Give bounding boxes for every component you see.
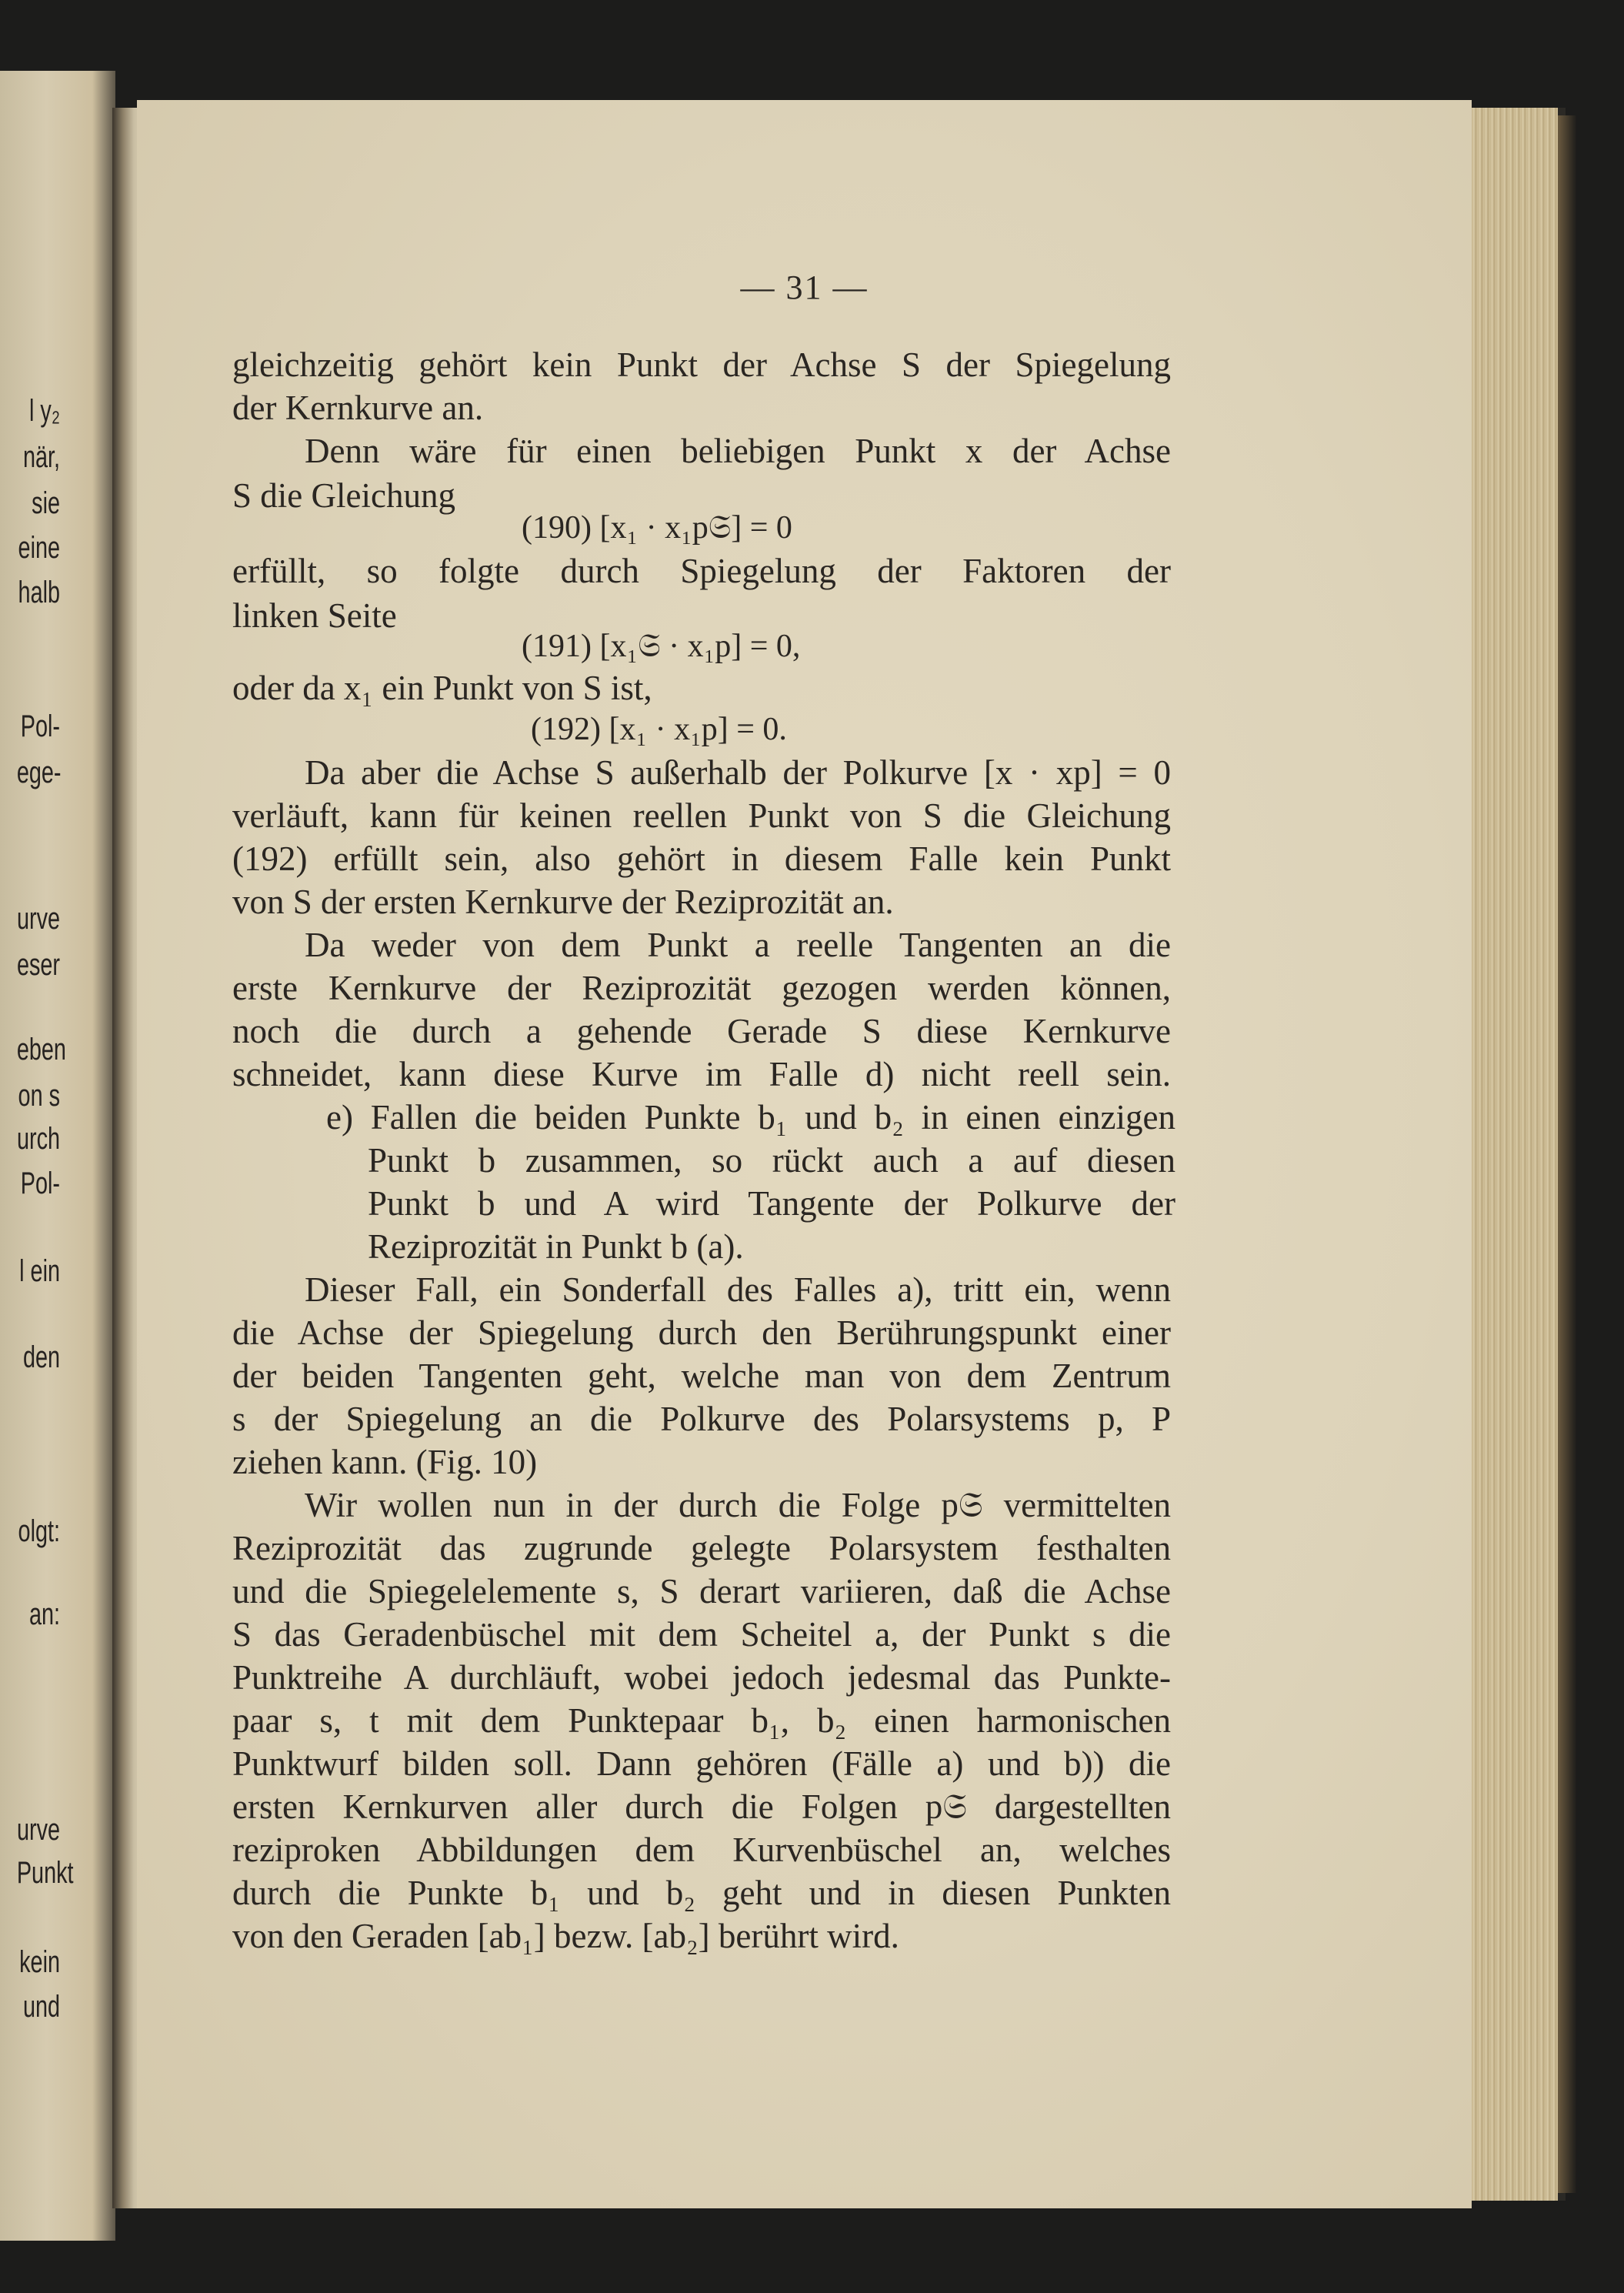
previous-page-edge xyxy=(0,71,115,2241)
text-line: Punktreihe A durchläuft, wobei jedoch jedesmal das Punkte- xyxy=(232,1658,1171,1697)
prev-fragment: ege- xyxy=(16,756,62,789)
text-line: reziproken Abbildungen dem Kurvenbüschel an, welches xyxy=(232,1831,1171,1869)
prev-fragment: olgt: xyxy=(18,1514,60,1548)
page-stack-edge xyxy=(1472,108,1566,2201)
prev-fragment: eben xyxy=(16,1033,66,1066)
prev-fragment: kein xyxy=(19,1945,61,1979)
prev-fragment: sie xyxy=(32,486,60,520)
text-line: ziehen kann. (Fig. 10) xyxy=(232,1443,538,1481)
page-stack-shadow xyxy=(1558,115,1576,2193)
prev-fragment: eser xyxy=(16,948,60,982)
prev-fragment: l ein xyxy=(19,1254,61,1288)
text-line: Reziprozität das zugrunde gelegte Polarsystem festhalten xyxy=(232,1529,1171,1567)
text-line: S die Gleichung xyxy=(232,476,455,515)
text-line: schneidet, kann diese Kurve im Falle d) nicht reell sein. xyxy=(232,1055,1171,1093)
text-line: (192) erfüllt sein, also gehört in diesem Falle kein Punkt xyxy=(232,839,1171,878)
text-line: e) Fallen die beiden Punkte b₁ und b₂ in einen einzigen xyxy=(326,1098,1175,1136)
text-line: noch die durch a gehende Gerade S diese Kernkurve xyxy=(232,1012,1171,1050)
equation-190: (190) [x₁ · x₁p𝔖] = 0 xyxy=(522,510,792,546)
text-line: Denn wäre für einen beliebigen Punkt x der Achse xyxy=(305,432,1171,470)
prev-fragment: urve xyxy=(16,902,60,936)
text-line: Da aber die Achse S außerhalb der Polkurve [x · xp] = 0 xyxy=(305,753,1171,792)
equation-192: (192) [x₁ · x₁p] = 0. xyxy=(531,712,787,747)
prev-fragment: Punkt xyxy=(16,1856,74,1890)
text-line: paar s, t mit dem Punktepaar b₁, b₂ einen harmonischen xyxy=(232,1701,1171,1740)
text-line: erfüllt, so folgte durch Spiegelung der Faktoren der xyxy=(232,552,1171,590)
prev-fragment: urve xyxy=(16,1813,60,1847)
text-line: S das Geradenbüschel mit dem Scheitel a, der Punkt s die xyxy=(232,1615,1171,1654)
prev-fragment: an: xyxy=(28,1597,60,1631)
text-line: verläuft, kann für keinen reellen Punkt von S die Gleichung xyxy=(232,796,1171,835)
text-line: der beiden Tangenten geht, welche man von dem Zentrum xyxy=(232,1357,1171,1395)
prev-fragment: när, xyxy=(22,440,60,474)
prev-fragment: l y₂ xyxy=(29,394,60,428)
text-line: Reziprozität in Punkt b (a). xyxy=(368,1227,744,1266)
text-line: von den Geraden [ab₁] bezw. [ab₂] berührt wird. xyxy=(232,1917,899,1955)
prev-fragment: halb xyxy=(18,576,60,609)
prev-fragment: den xyxy=(22,1340,61,1374)
text-line: und die Spiegelelemente s, S derart variieren, daß die Achse xyxy=(232,1572,1171,1610)
text-line: s der Spiegelung an die Polkurve des Polarsystems p, P xyxy=(232,1400,1171,1438)
prev-fragment: urch xyxy=(16,1122,60,1156)
text-line: die Achse der Spiegelung durch den Berührungspunkt einer xyxy=(232,1313,1171,1352)
text-line: erste Kernkurve der Reziprozität gezogen werden können, xyxy=(232,969,1171,1007)
text-line: linken Seite xyxy=(232,596,397,635)
text-line: Wir wollen nun in der durch die Folge p𝔖 vermittelten xyxy=(305,1486,1171,1524)
text-line: gleichzeitig gehört kein Punkt der Achse S der Spiegelung xyxy=(232,345,1171,384)
text-line: Dieser Fall, ein Sonderfall des Falles a), tritt ein, wenn xyxy=(305,1270,1171,1309)
text-line: oder da x₁ ein Punkt von S ist, xyxy=(232,669,652,707)
text-line: Punkt b zusammen, so rückt auch a auf diesen xyxy=(368,1141,1175,1180)
prev-fragment: eine xyxy=(18,531,60,565)
text-line: Punktwurf bilden soll. Dann gehören (Fälle a) und b)) die xyxy=(232,1744,1171,1783)
text-line: durch die Punkte b₁ und b₂ geht und in diesen Punkten xyxy=(232,1874,1171,1912)
page-number: — 31 — xyxy=(740,269,869,306)
text-line: Da weder von dem Punkt a reelle Tangenten an die xyxy=(305,926,1171,964)
prev-fragment: Pol- xyxy=(20,709,60,743)
prev-fragment: Pol- xyxy=(20,1167,60,1200)
text-line: von S der ersten Kernkurve der Reziprozität an. xyxy=(232,883,894,921)
prev-fragment: on s xyxy=(18,1079,60,1113)
text-line: ersten Kernkurven aller durch die Folgen p𝔖 dargestellten xyxy=(232,1787,1171,1826)
text-line: Punkt b und A wird Tangente der Polkurve der xyxy=(368,1184,1175,1223)
text-line: der Kernkurve an. xyxy=(232,389,484,427)
prev-fragment: und xyxy=(22,1990,61,2024)
equation-191: (191) [x₁𝔖 · x₁p] = 0, xyxy=(522,629,801,664)
